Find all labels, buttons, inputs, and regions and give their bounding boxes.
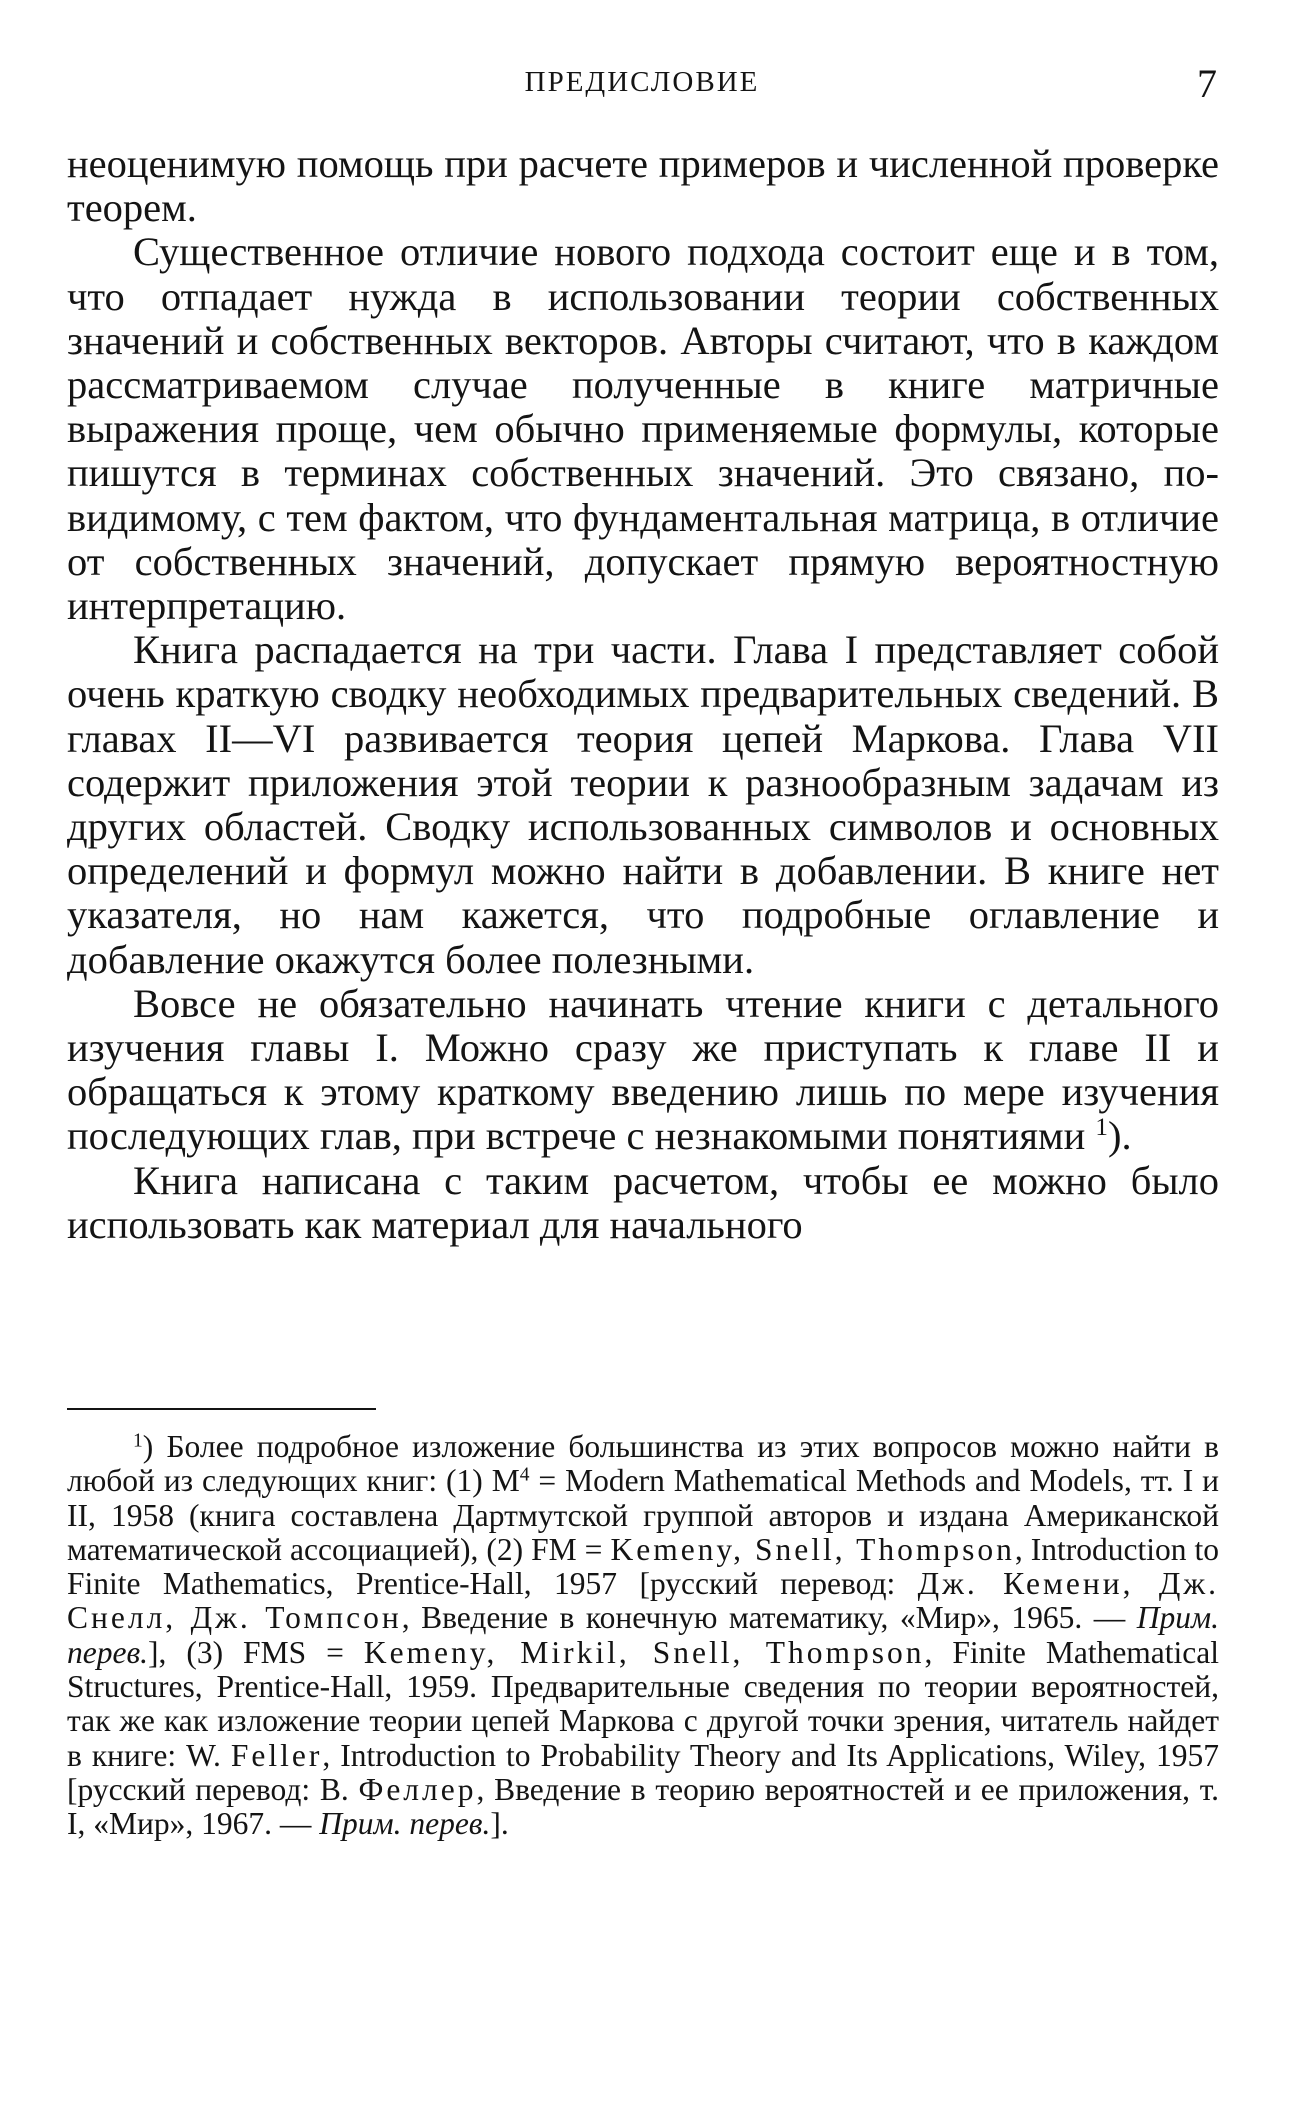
- superscript-4: 4: [519, 1464, 530, 1486]
- footnote-text: , Введение в конечную математику, «Мир», 1965. —: [401, 1600, 1137, 1636]
- paragraph-1: неоценимую помощь при расчете примеров и численной проверке теорем.: [67, 141, 1219, 231]
- page-number: 7: [1197, 61, 1217, 106]
- authors-spaced: Kemeny, Snell, Thompson: [610, 1531, 1015, 1567]
- footnote-text: , Введение в теорию вероятностей и ее приложения, т. I, «Мир», 1967. —: [67, 1771, 1219, 1842]
- footnote-text: , Introduction to Probability Theory and Its Applications, Wiley, 1957 [русский перевод: В.: [67, 1737, 1219, 1807]
- body-text: [67, 142, 1219, 1247]
- paragraph-4: [67, 982, 1219, 1159]
- page-header: [67, 60, 1217, 110]
- footnote-reference: 1: [1095, 1114, 1108, 1142]
- footnote-text: = Modern Mathematical Methods and Models, тт. I и II, 1958 (книга составлена Дартмутской группой авторов и издана Американской математической ассоциацией), (2) FM =: [67, 1463, 1219, 1567]
- footnote-text: , Finite Mathematical Structures, Prentice-Hall, 1959. Предварительные сведения по теории вероятностей, так же как изложение теории цепей Маркова с другой точки зрения, читатель найдет в книге: W.: [67, 1634, 1220, 1773]
- translator-note: Прим. перев.: [67, 1600, 1219, 1670]
- running-title: ПРЕДИСЛОВИЕ: [524, 66, 760, 98]
- footnote: [67, 1430, 1219, 1842]
- authors-spaced: Феллер: [358, 1771, 477, 1807]
- paragraph-2: Существенное отличие нового подхода состоит еще и в том, что отпадает нужда в использовании теории собственных значений и собственных векторов. Авторы считают, что в каждом рассматриваемом случае полученные в книге матричные выражения проще, чем обычно применяемые формулы, которые пишутся в терминах собственных значений. Это связано, по-видимому, с тем фактом, что фундаментальная матрица, в отличие от собственных значений, допускает прямую вероятностную интерпретацию.: [67, 229, 1219, 629]
- authors-spaced: Дж. Кемени, Дж. Снелл, Дж. Томпсон: [67, 1566, 1219, 1636]
- paragraph-4-text: Вовсе не обязательно начинать чтение книги с детального изучения главы I. Можно сразу же приступать к главе II и обращаться к этому краткому введению лишь по мере изучения последующих глав, при встрече с незнакомыми понятиями: [67, 980, 1219, 1159]
- paragraph-4-end: ).: [1107, 1113, 1132, 1159]
- translator-note: Прим. перев.: [319, 1806, 491, 1842]
- footnote-text: ], (3) FMS =: [148, 1634, 364, 1670]
- paragraph-5: Книга написана с таким расчетом, чтобы ее можно было использовать как материал для начального: [67, 1157, 1219, 1247]
- footnote-text: ) Более подробное изложение большинства из этих вопросов можно найти в любой из следующих книг: (1) M: [67, 1429, 1219, 1499]
- authors-spaced: Feller: [230, 1737, 323, 1773]
- footnote-marker: 1: [133, 1430, 143, 1452]
- footnote-text: ].: [490, 1806, 509, 1842]
- authors-spaced: Kemeny, Mirkil, Snell, Thompson: [363, 1634, 925, 1670]
- paragraph-3: Книга распадается на три части. Глава I представляет собой очень краткую сводку необходимых предварительных сведений. В главах II—VI развивается теория цепей Маркова. Глава VII содержит приложения этой теории к разнообразным задачам из других областей. Сводку использованных символов и основных определений и формул можно найти в добавлении. В книге нет указателя, но нам кажется, что подробные оглавление и добавление окажутся более полезными.: [67, 627, 1219, 982]
- footnote-separator: [67, 1408, 376, 1410]
- footnote-text: , Introduction to Finite Mathematics, Prentice-Hall, 1957 [русский перевод:: [67, 1531, 1220, 1602]
